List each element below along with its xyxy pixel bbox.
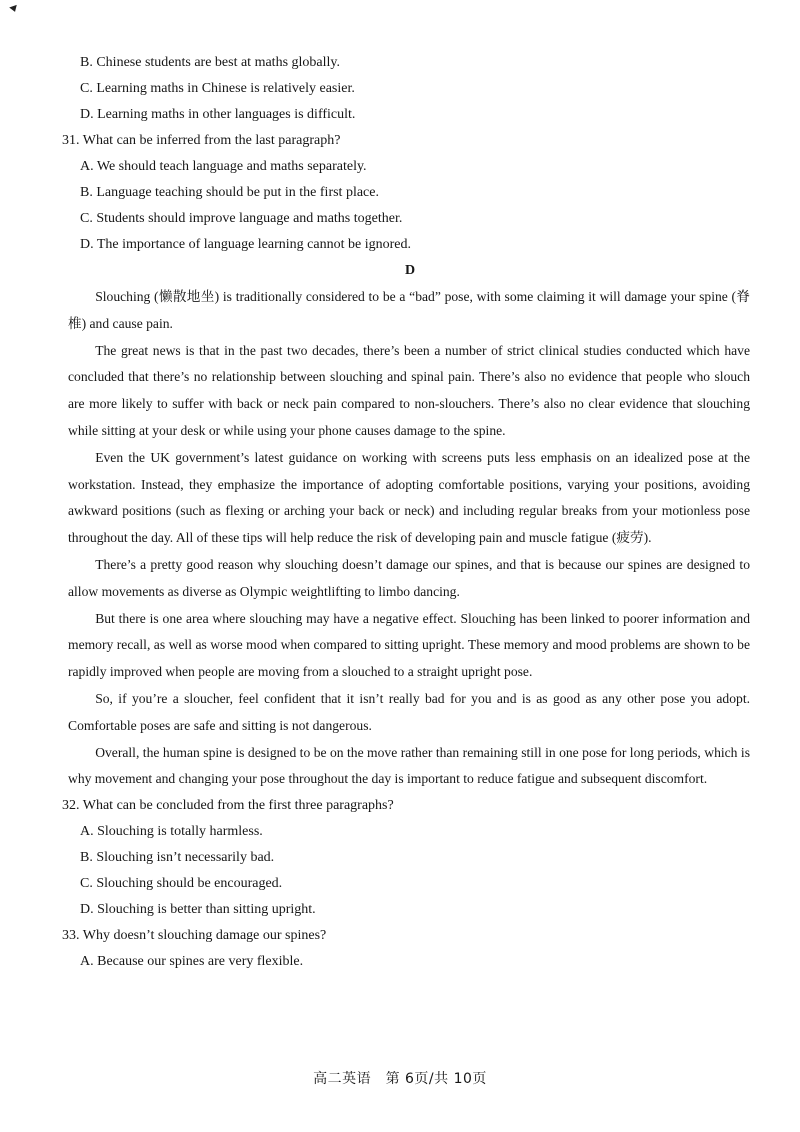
passage-d	[62, 284, 750, 793]
q30-option-c: C. Learning maths in Chinese is relatively easier.	[80, 81, 355, 96]
q32-option-b: B. Slouching isn’t necessarily bad.	[80, 850, 275, 866]
q31-stem: 31. What can be inferred from the last paragraph?	[62, 133, 341, 148]
q32-option-d: D. Slouching is better than sitting upright.	[80, 902, 316, 918]
q32-option-c: C. Slouching should be encouraged.	[80, 876, 283, 892]
q33-option-a: A. Because our spines are very flexible.	[80, 954, 304, 970]
question-33	[62, 923, 750, 975]
passage-paragraph-7: Overall, the human spine is designed to be on the move rather than remaining still in one pose for long periods, which is why movement and changing your pose throughout the day is important to reduce fatigue and subsequent discomfort.	[68, 744, 750, 787]
q30-option-b: B. Chinese students are best at maths globally.	[80, 55, 340, 70]
q31-option-c: C. Students should improve language and maths together.	[80, 211, 403, 226]
passage-paragraph-2: The great news is that in the past two decades, there’s been a number of strict clinical studies conducted which have concluded that there’s no relationship between slouching and spinal pain. There’s also no evidence that people who slouch are more likely to suffer with back or neck pain compared to non-slouchers. There’s also no clear evidence that slouching while sitting at your desk or while using your phone causes damage to the spine.	[68, 342, 750, 438]
passage-paragraph-4: There’s a pretty good reason why slouching doesn’t damage our spines, and that is because our spines are designed to allow movements as diverse as Olympic weightlifting to limbo dancing.	[68, 556, 750, 599]
q30-options	[62, 50, 750, 128]
q33-stem: 33. Why doesn’t slouching damage our spines?	[62, 928, 327, 944]
q31-option-d: D. The importance of language learning cannot be ignored.	[80, 237, 411, 252]
page-content	[62, 50, 750, 975]
passage-paragraph-1: Slouching (懒散地坐) is traditionally considered to be a “bad” pose, with some claiming it will damage your spine (脊椎) and cause pain.	[68, 289, 750, 331]
passage-paragraph-6: So, if you’re a sloucher, feel confident that it isn’t really bad for you and is as good as any other pose you adopt. Comfortable poses are safe and sitting is not dangerous.	[68, 690, 750, 733]
question-31	[62, 128, 750, 258]
page-footer: 高二英语 第 6页/共 10页	[313, 1071, 487, 1087]
question-32	[62, 793, 750, 923]
corner-mark-icon	[9, 5, 19, 13]
passage-letter: D	[404, 263, 416, 278]
passage-paragraph-3: Even the UK government’s latest guidance on working with screens puts less emphasis on an idealized pose at the workstation. Instead, they emphasize the importance of adopting comfortable positions, varying your positions, avoiding awkward positions (such as flexing or arching your back or neck) and including regular breaks from your motionless pose throughout the day. All of these tips will help reduce the risk of developing pain and muscle fatigue (疲劳).	[68, 449, 750, 546]
q30-option-d: D. Learning maths in other languages is difficult.	[80, 107, 356, 122]
q32-option-a: A. Slouching is totally harmless.	[80, 824, 263, 840]
q31-option-a: A. We should teach language and maths separately.	[80, 159, 367, 174]
q32-stem: 32. What can be concluded from the first three paragraphs?	[62, 798, 394, 814]
passage-paragraph-5: But there is one area where slouching may have a negative effect. Slouching has been linked to poorer information and memory recall, as well as worse mood when compared to sitting upright. These memory and mood problems are shown to be rapidly improved when people are moving from a slouched to a straight upright pose.	[68, 610, 750, 680]
q31-option-b: B. Language teaching should be put in the first place.	[80, 185, 379, 200]
